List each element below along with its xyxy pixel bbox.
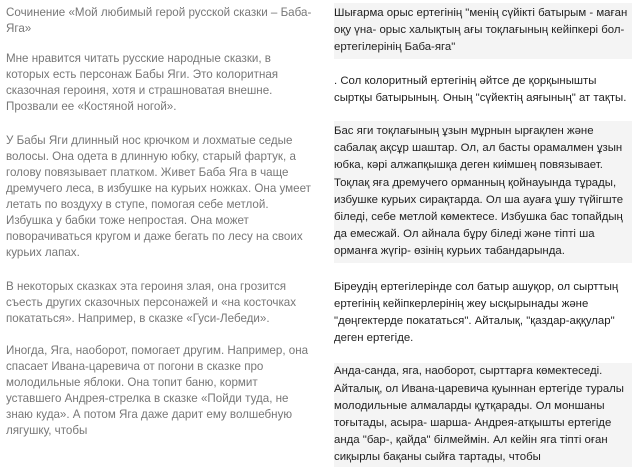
translation-helper: Анда-санда, яга, наоборот, сырттарға көмектеседі. Айталық, ол Ивана-царевича қуыннан ертегіде туралы молодильные алмаларды құтқарады. Ол моншаны тоғытады, асыра- шарша- Андрея-атқышты ертегіде анда "бар-, қайда" білмеймін. Ал кейін яга тіпті оған сиқырлы бақаны сыйға тартады, чтобы bbox=[334, 363, 632, 466]
paragraph-helper: Иногда, Яга, наоборот, помогает другим. Например, она спасает Ивана-царевича от погони в сказке про молодильные яблоки. Она топит баню, кормит уставшего Андрея-стрелка в сказке «Пойди туда, не знаю куда». А потом Яга даже дарит ему волшебную лягушку, чтобы bbox=[6, 344, 309, 437]
translation-intro: . Сол колоритный ертегінің әйтсе де қорқынышты сыртқы батырының. Оның "сүйектің аяғының" ат тақты. bbox=[334, 74, 627, 104]
translation-title: Шығарма орыс ертегінің "менің сүйікті батырым - маған оқу үна- орыс халықтың ағы тоқлағының кейіпкері бол- ертегілерінің Баба-яга" bbox=[334, 3, 632, 59]
essay-title: Сочинение «Мой любимый герой русской сказки – Баба-Яга» bbox=[6, 6, 312, 35]
translation-evil: Біреудің ертегілерінде сол батыр ашуқор, ол сырттың ертегінің кейіпкерлерінің жеу ысқырынады және "дөңгектерде покататься". Айталық, "қаздар-аққулар" деген ертегіде. bbox=[334, 280, 619, 345]
paragraph-evil: В некоторых сказках эта героиня злая, она грозится съесть других сказочных персонажей и «на косточках покататься». Например, в сказке «Гуси-Лебеди». bbox=[6, 280, 297, 325]
translation-appearance: Бас яги тоқлағының ұзын мұрнын ырғақлен және сабалақ ақсұр шаштар. Ол, ал басты орамалмен ұзын юбка, кәрі алжапқышқа деген киімшең повязывает. Тоқлақ яға дремучего орманның қойнауында тұрады, избушке курьих сирақтарда. Ол ша ауаға ұшу түйігште біледі, себе метлой көмектесе. Избушка бас топайдың да емесжай. Ол айнала бұру біледі және тіпті ша орманға жүгір- өзінің курьих табандарында. bbox=[334, 121, 632, 263]
russian-text-column bbox=[0, 0, 320, 463]
paragraph-intro: Мне нравится читать русские народные сказки, в которых есть персонаж Бабы Яги. Это колоритная сказочная героиня, хотя и страшноватая внешне. Прозвали ее «Костяной ногой». bbox=[6, 52, 279, 113]
paragraph-appearance: У Бабы Яги длинный нос крючком и лохматые седые волосы. Она одета в длинную юбку, старый фартук, а голову повязывает платком. Живет Баба Яга в чаще дремучего леса, в избушке на курьих ножках. Она умеет летать по воздуху в ступе, помогая себе метлой. Избушка у бабки тоже непростая. Она может поворачиваться кругом и даже бегать по лесу на своих курьих лапах. bbox=[6, 134, 311, 259]
kazakh-text-column bbox=[320, 0, 640, 463]
